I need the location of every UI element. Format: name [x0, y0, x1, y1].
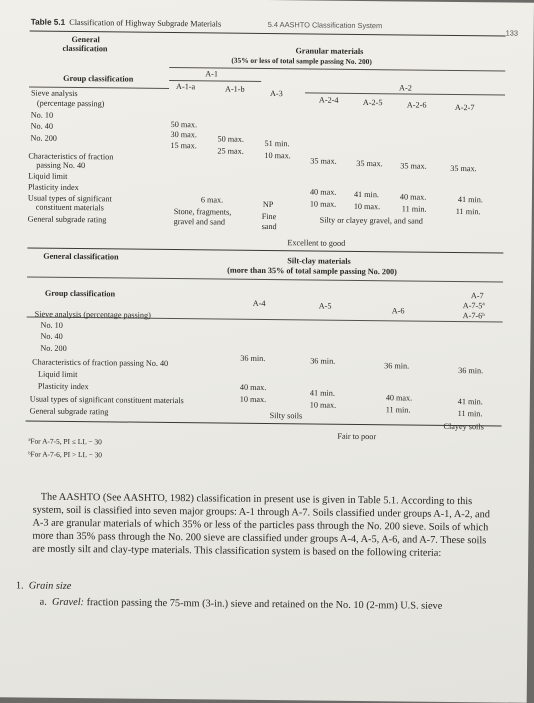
cell: 35 max.: [450, 163, 477, 174]
list-item-1: 1. Grain size: [15, 580, 72, 592]
cell: 36 min.: [310, 356, 336, 366]
group-a26: A-2-6: [406, 100, 427, 110]
cell: sand: [261, 221, 277, 232]
general-classification-2: General classification: [43, 251, 119, 262]
group-a1: A-1: [205, 69, 219, 79]
cell: 15 max.: [170, 140, 197, 151]
cell: 6 max.: [200, 195, 224, 205]
footnote-a: ªFor A-7-5, PI ≤ LL − 30: [28, 436, 102, 447]
group-a4: A-4: [252, 298, 266, 309]
cell: 41 min.: [309, 388, 335, 398]
cell: 30 max.: [170, 129, 198, 140]
cell: 40 max.: [309, 187, 337, 197]
classification-label: classification: [62, 43, 108, 54]
row-char-2: Characteristics of fraction passing No. 40: [32, 357, 169, 368]
cell: Fine: [261, 211, 277, 222]
group-a1a: A-1-a: [176, 82, 196, 92]
cell: gravel and sand: [173, 217, 226, 227]
group-a7: A-7: [470, 291, 484, 301]
list-item-1a: a. Gravel: fraction passing the 75-mm (3-in.) sieve and retained on the No. 10 (2-mm) U.S. sieve: [39, 596, 443, 612]
cell: Fair to poor: [337, 431, 377, 442]
cell: Silty or clayey gravel, and sand: [319, 215, 423, 226]
cell: 35 max.: [310, 156, 337, 166]
siltclay-subtitle: (more than 35% of total sample passing No. 200): [227, 265, 397, 277]
cell: 40 max.: [399, 192, 427, 202]
cell: 41 min.: [457, 195, 483, 205]
row-char: Characteristics of fraction: [28, 151, 114, 162]
row-ll-2: Liquid limit: [38, 369, 78, 380]
cell: NP: [262, 199, 274, 210]
rule: [169, 67, 505, 72]
cell: 11 min.: [455, 206, 481, 217]
cell: 11 min.: [385, 405, 411, 415]
row-no200-2: No. 200: [40, 343, 67, 353]
row-no10: No. 10: [30, 110, 54, 120]
group-classification-2: Group classification: [44, 288, 116, 299]
row-rating-2: General subgrade rating: [29, 406, 109, 417]
cell: 10 max.: [239, 394, 267, 405]
row-pi: Plasticity index: [27, 182, 79, 193]
siltclay-title: Silt-clay materials: [287, 256, 351, 266]
table-top-rule: [30, 31, 506, 37]
row-passing40: passing No. 40: [36, 160, 86, 171]
cell: 25 max.: [217, 146, 244, 156]
group-a1b: A-1-b: [225, 84, 245, 94]
group-a6: A-6: [391, 306, 405, 316]
row-no40-2: No. 40: [40, 331, 63, 341]
cell: 10 max.: [309, 400, 337, 410]
cell: Excellent to good: [287, 238, 346, 248]
cell: Stone, fragments,: [173, 207, 232, 217]
row-rating: General subgrade rating: [27, 214, 107, 225]
cell: 41 min.: [457, 397, 483, 407]
cell: 40 max.: [385, 393, 413, 403]
group-a24: A-2-4: [318, 95, 339, 105]
group-a3: A-3: [269, 89, 283, 99]
row-no40: No. 40: [30, 121, 54, 131]
cell: 11 min.: [457, 409, 483, 419]
cell: 36 min.: [384, 361, 410, 371]
footnote-b: ᵇFor A-7-6, PI > LL − 30: [28, 449, 103, 460]
group-a76: A-7-6ᵇ: [462, 311, 485, 321]
cell: Silty soils: [269, 411, 303, 421]
group-a2: A-2: [399, 83, 412, 93]
group-classification-label: Group classification: [63, 73, 134, 84]
row-ll: Liquid limit: [28, 171, 68, 181]
cell: 50 max.: [170, 119, 198, 130]
cell: 36 min.: [240, 353, 266, 364]
cell: 35 max.: [400, 161, 427, 171]
cell: 51 min.: [264, 138, 290, 149]
cell: 10 max.: [353, 201, 381, 212]
row-pi-2: Plasticity index: [37, 381, 89, 392]
cell: 40 max.: [239, 382, 267, 393]
page-number: 133: [505, 28, 519, 38]
row-no200: No. 200: [30, 133, 57, 143]
group-a5: A-5: [318, 301, 332, 311]
cell: 10 max.: [264, 150, 291, 161]
running-header: 5.4 AASHTO Classification System: [267, 20, 383, 31]
group-a25: A-2-5: [362, 98, 383, 108]
cell: 36 min.: [458, 366, 484, 376]
group-a27: A-2-7: [454, 102, 475, 113]
row-usual-2: Usual types of significant constituent materials: [29, 394, 184, 406]
cell: 11 min.: [401, 204, 427, 214]
group-a75: A-7-5ª: [462, 301, 485, 311]
cell: 50 max.: [217, 134, 244, 144]
row-usual2: constituent materials: [35, 202, 104, 213]
row-sieve-2: Sieve analysis (percentage passing): [34, 309, 151, 320]
bottom-rule: [26, 420, 502, 426]
row-sieve: Sieve analysis: [30, 88, 78, 99]
row-usual1: Usual types of significant: [27, 193, 112, 204]
granular-subtitle: (35% or less of total sample passing No. 200): [231, 55, 372, 67]
row-pct: (percentage passing): [36, 98, 105, 109]
cell: 41 min.: [353, 189, 380, 200]
cell: 35 max.: [356, 158, 383, 169]
granular-title: Granular materials: [295, 46, 364, 57]
row-no10-2: No. 10: [40, 320, 63, 330]
rule: [27, 277, 503, 283]
table-caption: Table 5.1 Classification of Highway Subgrade Materials: [30, 17, 222, 29]
cell: Clayey soils: [443, 421, 484, 432]
general-label: General: [71, 34, 100, 45]
body-paragraph: The AASHTO (See AASHTO, 1982) classification in present use is given in Table 5.1. According to this system, soil is classified into seven major groups: A-1 through A-7. Soils classified under groups A-1, A-2, and A-3 are granular materials of which 35% or less of the particles pass through the No. 200 sieve. Soils of which more than 35% pass through the No. 200 sieve are classified under groups A-4, A-5, A-6, and A-7. These soils are mostly silt and clay-type materials. This classification system is based on the following criteria:: [32, 491, 490, 559]
cell: 10 max.: [309, 199, 337, 209]
